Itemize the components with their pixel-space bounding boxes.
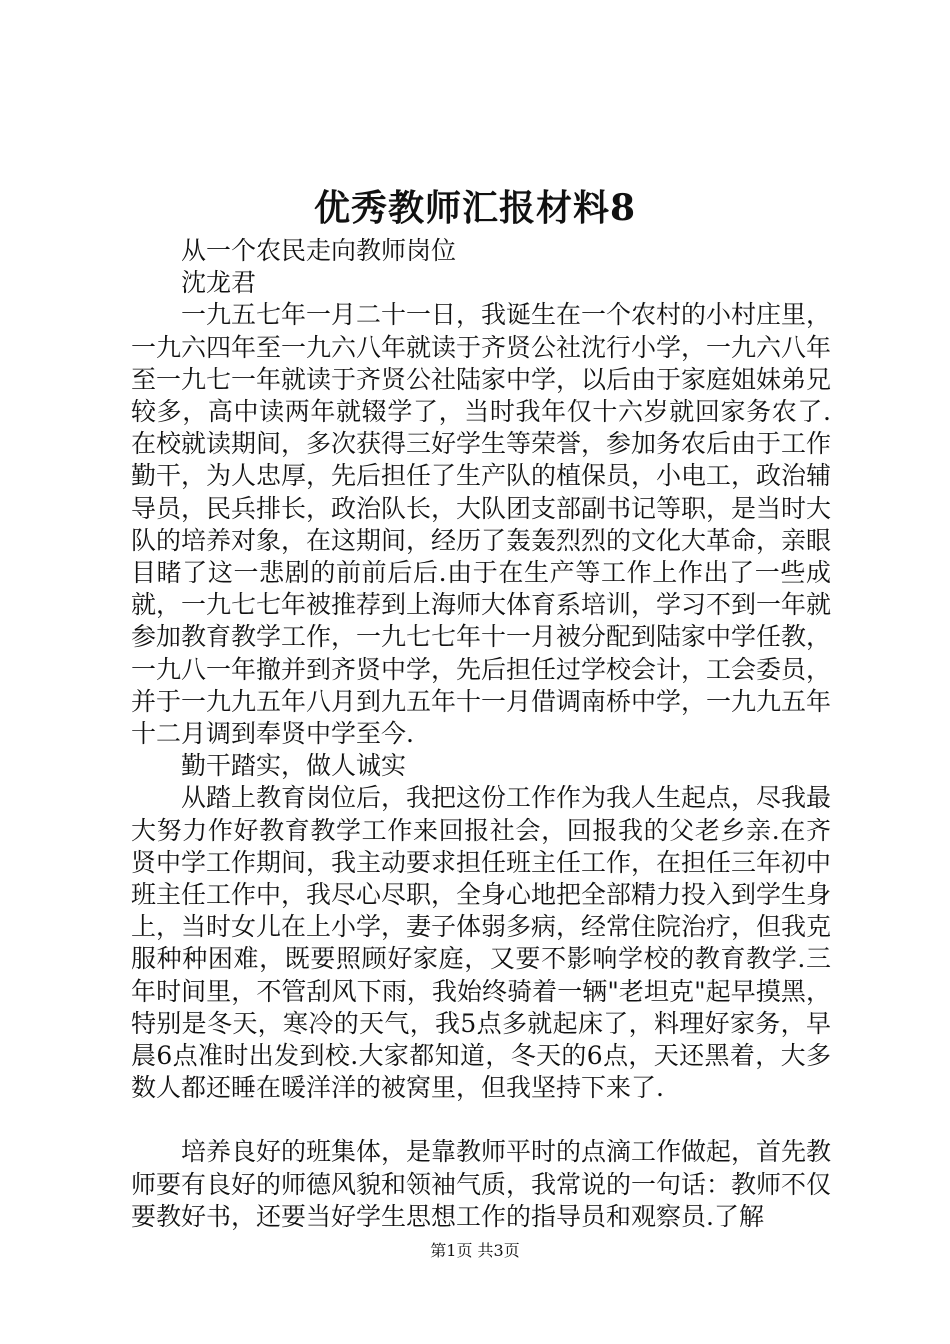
section-heading: 勤干踏实，做人诚实 <box>181 751 407 781</box>
body-paragraph: 一九五七年一月二十一日，我诞生在一个农村的小村庄里，一九六四年至一九六八年就读于齐贤公社沈行小学，一九六八年至一九七一年就读于齐贤公社陆家中学，以后由于家庭姐妹弟兄较多，高中读两年就辍学了，当时我年仅十六岁就回家务农了.在校就读期间，多次获得三好学生等荣誉，参加务农后由于工作勤干，为人忠厚，先后担任了生产队的植保员，小电工，政治辅导员，民兵排长，政治队长，大队团支部副书记等职，是当时大队的培养对象，在这期间，经历了轰轰烈烈的文化大革命，亲眼目睹了这一悲剧的前前后后.由于在生产等工作上作出了一些成就，一九七七年被推荐到上海师大体育系培训，学习不到一年就参加教育教学工作，一九七七年十一月被分配到陆家中学任教，一九八一年撤并到齐贤中学，先后担任过学校会计，工会委员，并于一九九五年八月到九五年十一月借调南桥中学，一九九五年十二月调到奉贤中学至今. <box>131 300 832 749</box>
author-name: 沈龙君 <box>181 268 257 298</box>
section-heading: 从一个农民走向教师岗位 <box>181 236 457 265</box>
body-paragraph: 培养良好的班集体，是靠教师平时的点滴工作做起，首先教师要有良好的师德风貌和领袖气质，我常说的一句话：教师不仅要教好书，还要当好学生思想工作的指导员和观察员.了解 <box>131 1137 832 1231</box>
document-body <box>131 235 831 1233</box>
document-title: 优秀教师汇报材料8 <box>313 187 637 229</box>
body-paragraph: 从踏上教育岗位后，我把这份工作作为我人生起点，尽我最大努力作好教育教学工作来回报社会，回报我的父老乡亲.在齐贤中学工作期间，我主动要求担任班主任工作，在担任三年初中班主任工作中，我尽心尽职，全身心地把全部精力投入到学生身上，当时女儿在上小学，妻子体弱多病，经常住院治疗，但我克服种种困难，既要照顾好家庭，又要不影响学校的教育教学.三年时间里，不管刮风下雨，我始终骑着一辆"老坦克"起早摸黑，特别是冬天，寒冷的天气，我5点多就起床了，料理好家务，早晨6点准时出发到校.大家都知道，冬天的6点，天还黑着，大多数人都还睡在暖洋洋的被窝里，但我坚持下来了. <box>131 783 832 1103</box>
page-footer: 第1页 共3页 <box>430 1241 520 1260</box>
